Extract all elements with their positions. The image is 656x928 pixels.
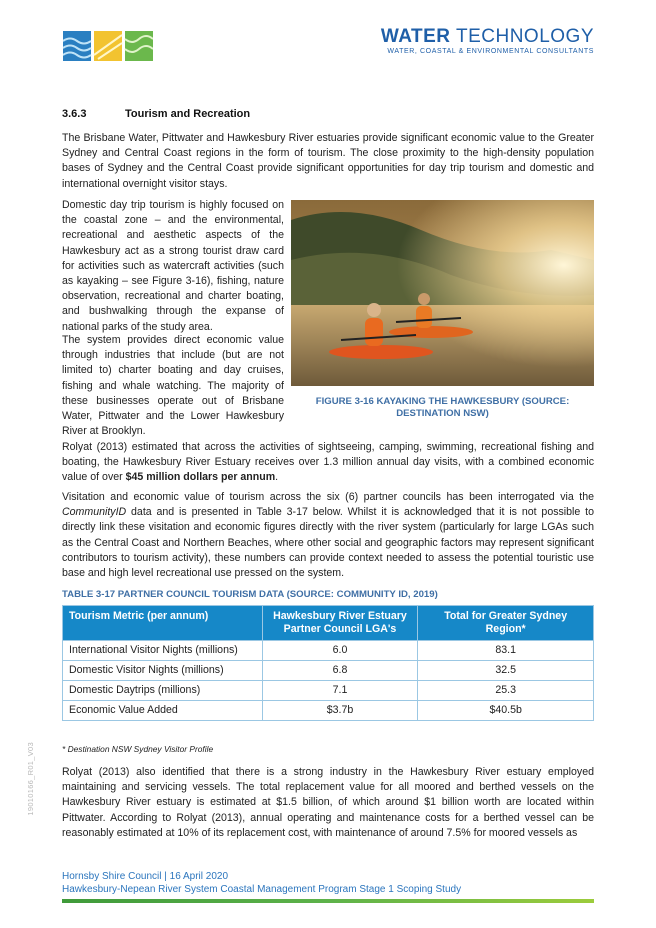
industries-paragraph: The system provides direct economic value through industries that include (but are not limited to) charter boating and day cruises, fishing and whale watching. The majority of these businesses operate out of Brisbane Water, Pittwater and the Lower Hawkesbury River at Brooklyn. xyxy=(62,334,284,438)
table-cell: Economic Value Added xyxy=(63,701,263,721)
brand-block xyxy=(381,27,594,55)
para2-text: Rolyat (2013) estimated that across the activities of sightseeing, camping, swimming, recreational fishing and boating, the Hawkesbury River Estuary receives over 1.3 million annual day visits, with a combined economic value of over xyxy=(62,441,594,484)
company-logo-icon xyxy=(63,31,153,61)
table-cell: 7.1 xyxy=(262,681,418,701)
table-cell: International Visitor Nights (millions) xyxy=(63,641,263,661)
table-row xyxy=(63,681,594,701)
visitation-paragraph xyxy=(62,490,594,581)
intro-paragraph: The Brisbane Water, Pittwater and Hawkesbury River estuaries provide significant economic value to the Greater Sydney and Central Coast regions in the form of tourism. The close proximity to the high-density population bases of Sydney and the Central Coast provide significant opportunities for day trip tourism and domestic and international overnight visitor stays. xyxy=(62,132,594,190)
footer-project-title: Hawkesbury-Nepean River System Coastal Management Program Stage 1 Scoping Study xyxy=(62,884,462,895)
table-row xyxy=(63,701,594,721)
para3-text-a: Visitation and economic value of tourism across the six (6) partner councils has been interrogated via the xyxy=(62,491,594,503)
para2-bold-value: $45 million dollars per annum xyxy=(125,471,276,484)
table-cell: $3.7b xyxy=(262,701,418,721)
brand-name-bold: WATER xyxy=(380,26,451,47)
brand-name xyxy=(381,27,594,47)
header-tourism-metric: Tourism Metric (per annum) xyxy=(63,606,263,641)
header-partner-council: Hawkesbury River Estuary Partner Council LGA's xyxy=(262,606,418,641)
para3-text-b: data and is presented in Table 3-17 below. Whilst it is acknowledged that it is not possible to directly link these visitation and economic figures directly with the river system (particularly for large LGAs such as the Central Coast and Northern Beaches, where other social and geographic factors may represent significant contributors to tourism activity), these numbers can provide context needed to assess the potential touristic use base and high level recreational use pressed on the system. xyxy=(62,506,594,580)
table-cell: 25.3 xyxy=(418,681,594,701)
table-header-row xyxy=(63,606,594,641)
table-cell: 6.8 xyxy=(262,661,418,681)
table-cell: 32.5 xyxy=(418,661,594,681)
brand-tagline: WATER, COASTAL & ENVIRONMENTAL CONSULTANTS xyxy=(387,48,594,55)
tourism-data-table xyxy=(62,605,594,721)
section-heading xyxy=(62,108,250,120)
vessel-industry-paragraph: Rolyat (2013) also identified that there is a strong industry in the Hawkesbury River estuary employed maintaining and servicing vessels. The total replacement value for all moored and berthed vessels on the Hawkesbury River estuary is estimated at $1.5 billion, of which around $1 billion worth are located within Pittwater. According to Rolyat (2013), annual operating and maintenance costs for a berthed vessel can be reasonably estimated at 10% of its replacement cost, with maintenance of around 7.5% for moored vessels as xyxy=(62,766,594,839)
table-cell: 83.1 xyxy=(418,641,594,661)
table-row xyxy=(63,641,594,661)
table-caption: TABLE 3-17 PARTNER COUNCIL TOURISM DATA (SOURCE: COMMUNITY ID, 2019) xyxy=(62,589,438,600)
table-cell: Domestic Daytrips (millions) xyxy=(63,681,263,701)
table-cell: $40.5b xyxy=(418,701,594,721)
table-cell: Domestic Visitor Nights (millions) xyxy=(63,661,263,681)
figure-caption xyxy=(291,396,594,420)
figure-caption-line1: FIGURE 3-16 KAYAKING THE HAWKESBURY (SOURCE: xyxy=(315,396,570,407)
header-greater-sydney: Total for Greater Sydney Region* xyxy=(418,606,594,641)
kayaking-photo xyxy=(291,200,594,386)
table-row xyxy=(63,661,594,681)
footer-client-date: Hornsby Shire Council | 16 April 2020 xyxy=(62,871,229,882)
rolyat-estimate-paragraph xyxy=(62,440,594,486)
brand-name-light: TECHNOLOGY xyxy=(450,26,594,47)
section-number: 3.6.3 xyxy=(62,108,87,120)
document-code: 19010166_R01_V03 xyxy=(26,742,35,816)
section-title: Tourism and Recreation xyxy=(125,108,251,120)
figure-caption-line2: DESTINATION NSW) xyxy=(396,408,489,419)
table-cell: 6.0 xyxy=(262,641,418,661)
para2-end: . xyxy=(275,471,279,484)
footer-divider xyxy=(62,899,594,903)
table-footnote: * Destination NSW Sydney Visitor Profile xyxy=(62,744,214,754)
day-trip-paragraph: Domestic day trip tourism is highly focused on the coastal zone – and the environmental, recreational and aesthetic aspects of the Hawkesbury act as a strong tourist draw card for activities such as watercraft activities (such as kayaking – see Figure 3-16), fishing, nature observation, recreational and charter boating, and bushwalking through the expanse of national parks of the study area. xyxy=(62,199,284,333)
para3-italic: CommunityID xyxy=(62,506,127,519)
